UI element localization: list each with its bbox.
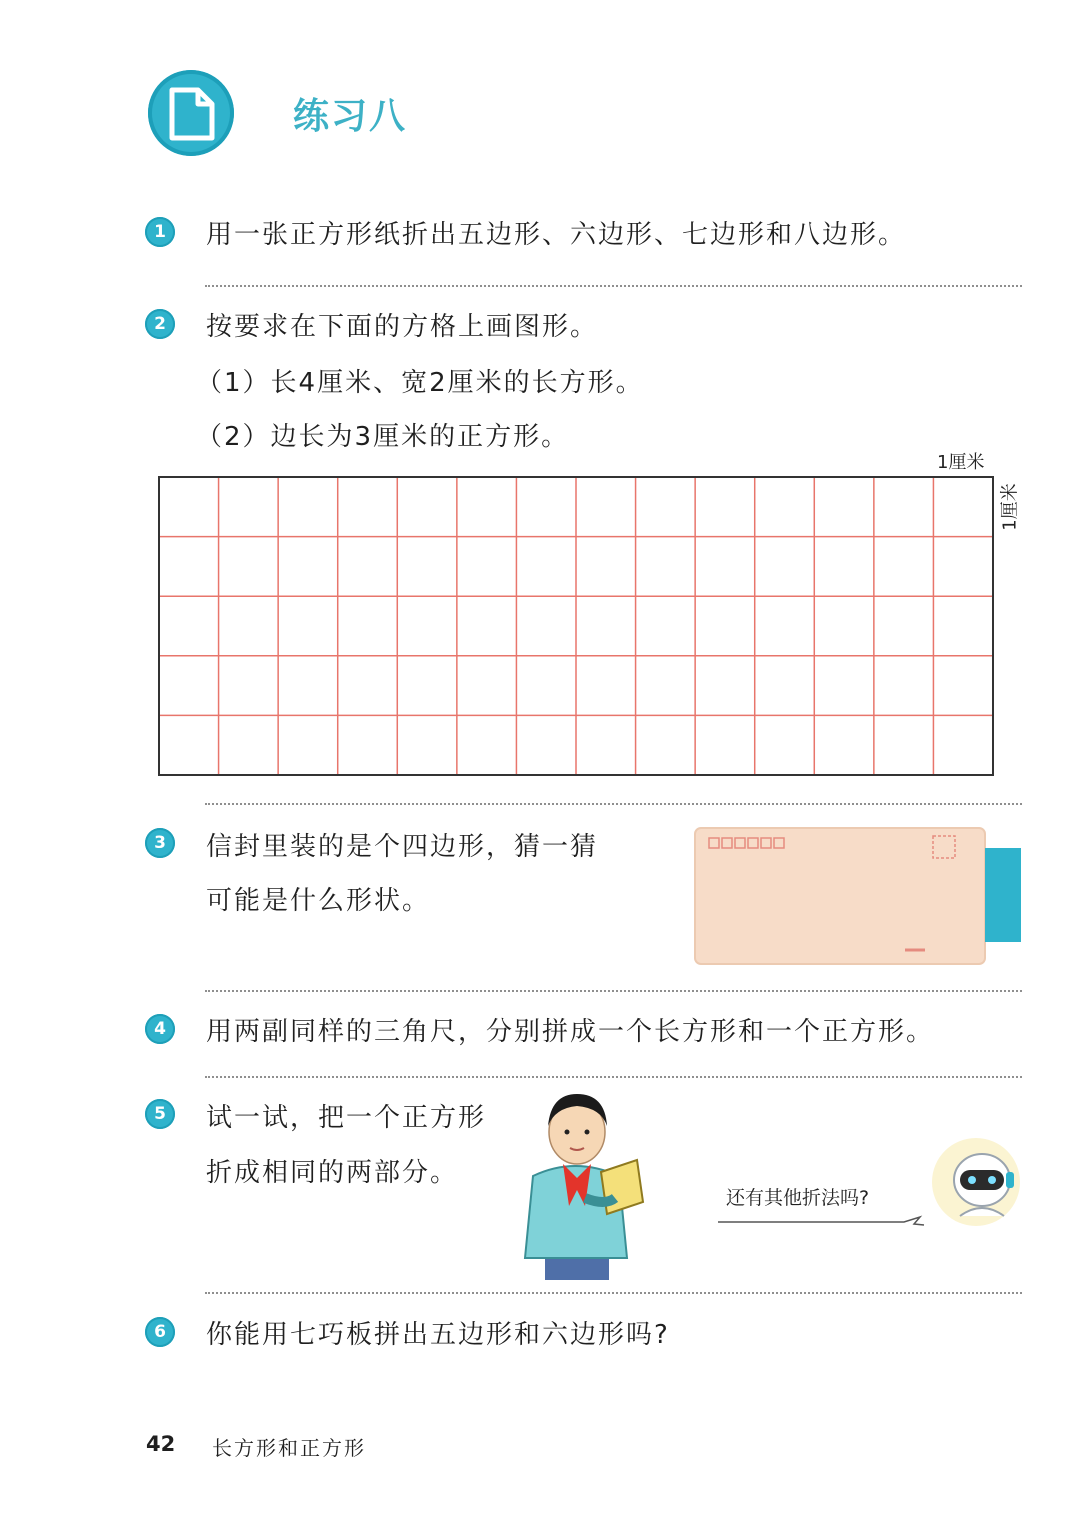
question-3-line-2: 可能是什么形状。 <box>206 886 431 916</box>
question-number-3: 3 <box>145 828 175 858</box>
question-number-5: 5 <box>145 1099 175 1129</box>
robot-icon <box>930 1138 1022 1234</box>
divider <box>205 1076 1022 1078</box>
question-2-sub-2: （2）边长为3厘米的正方形。 <box>196 422 570 452</box>
speech-bubble-text: 还有其他折法吗? <box>726 1187 870 1209</box>
question-number-6: 6 <box>145 1317 175 1347</box>
divider <box>205 990 1022 992</box>
drawing-grid[interactable] <box>158 476 994 780</box>
page-title: 练习八 <box>293 96 408 137</box>
document-icon <box>148 70 234 156</box>
boy-illustration <box>515 1086 655 1286</box>
question-3-line-1: 信封里装的是个四边形，猜一猜 <box>206 832 599 862</box>
grid-svg[interactable] <box>158 476 994 776</box>
grid-lines <box>159 477 993 775</box>
speech-bubble-line <box>718 1212 930 1231</box>
question-number-4: 4 <box>145 1014 175 1044</box>
unit-label-vertical: 1厘米 <box>999 483 1021 531</box>
question-number-1: 1 <box>145 217 175 247</box>
title-badge <box>148 70 234 156</box>
envelope-icon <box>693 826 1023 970</box>
chapter-title: 长方形和正方形 <box>212 1436 366 1460</box>
question-2-sub-1: （1）长4厘米、宽2厘米的长方形。 <box>196 368 644 398</box>
question-number-2: 2 <box>145 309 175 339</box>
divider <box>205 803 1022 805</box>
question-2-text: 按要求在下面的方格上画图形。 <box>206 312 599 342</box>
unit-label-horizontal: 1厘米 <box>937 452 985 473</box>
question-6-text: 你能用七巧板拼出五边形和六边形吗? <box>206 1320 670 1350</box>
question-5-line-2: 折成相同的两部分。 <box>206 1158 459 1188</box>
divider <box>205 285 1022 287</box>
question-4-text: 用两副同样的三角尺，分别拼成一个长方形和一个正方形。 <box>206 1017 935 1047</box>
page-number: 42 <box>146 1432 176 1456</box>
divider <box>205 1292 1022 1294</box>
question-1-text: 用一张正方形纸折出五边形、六边形、七边形和八边形。 <box>206 220 907 250</box>
question-5-line-1: 试一试，把一个正方形 <box>206 1103 487 1133</box>
